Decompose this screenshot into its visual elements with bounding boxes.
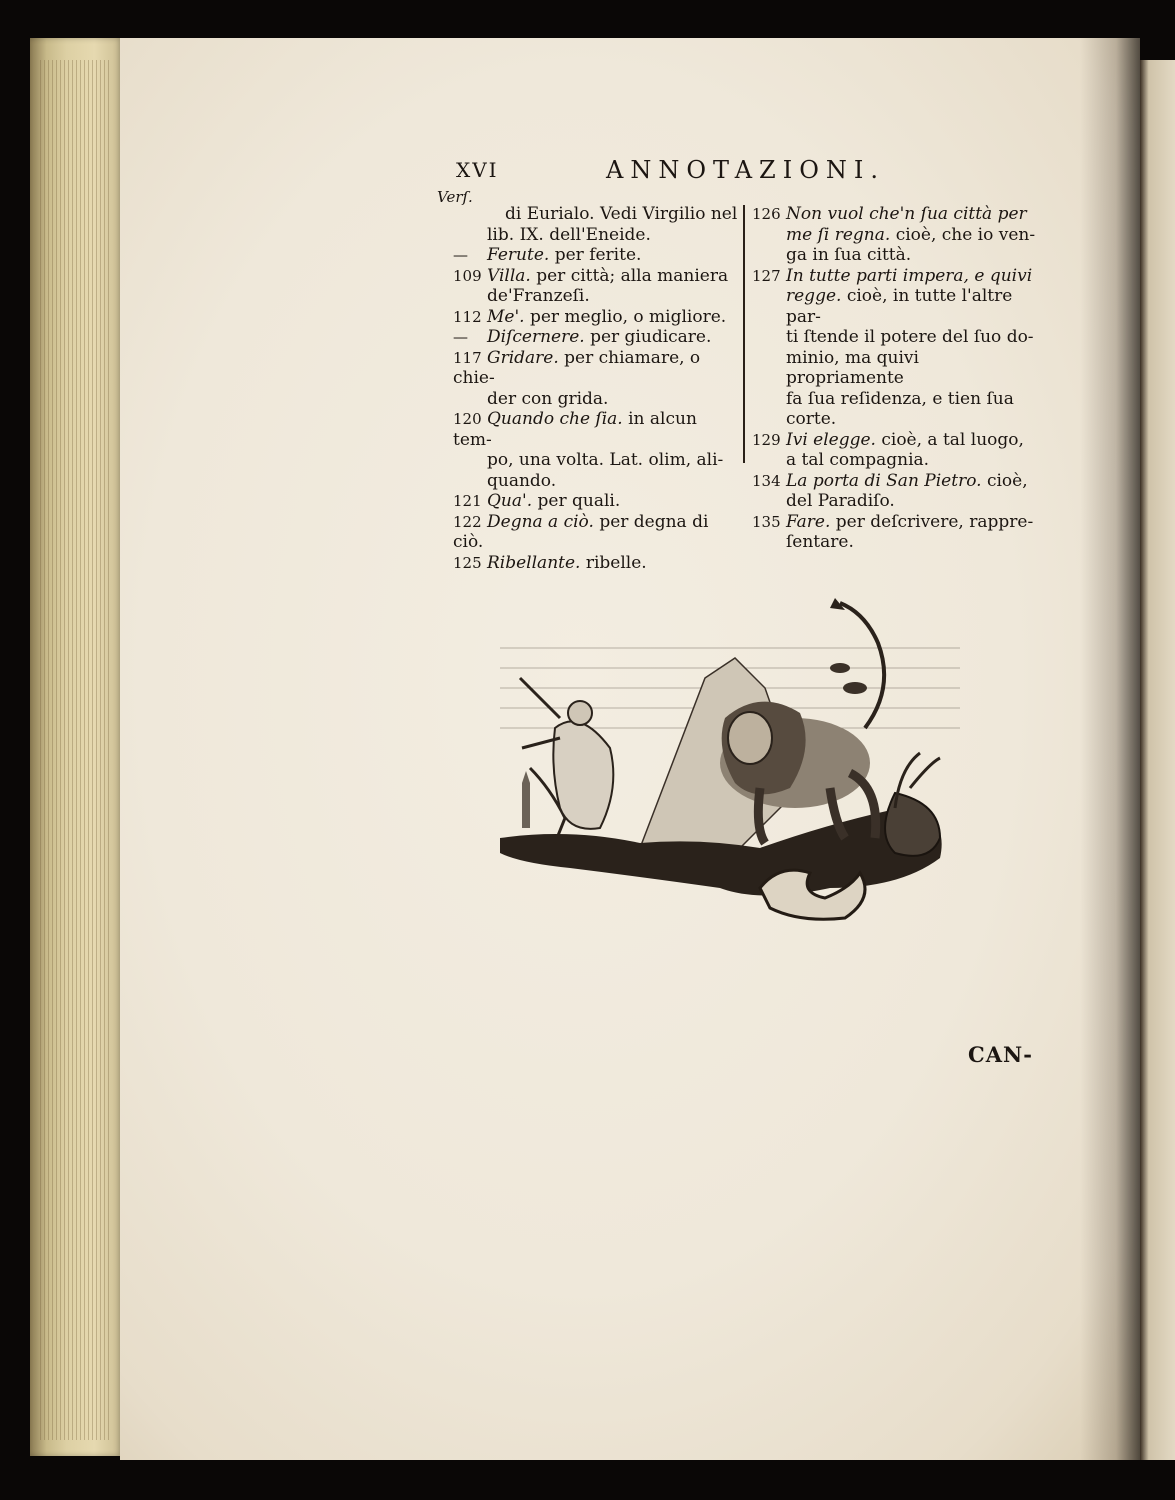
annotated-term: Me'. [487,306,525,327]
left-column [453,204,741,573]
annotation-line: po, una volta. Lat. olim, ali- [487,450,724,470]
annotation-first-line [453,245,741,266]
verse-number: 122 [453,512,482,531]
verse-number: 129 [752,430,781,449]
facing-page-edge [1140,60,1175,1460]
annotated-term: Degna a ciò. [487,511,594,532]
annotation-line: der con grida. [487,388,609,409]
annotated-term: Gridare. [487,347,559,368]
annotation-text: cioè, che io ven- [895,224,1036,245]
annotation-entry [453,307,741,328]
annotated-term: me ſi regna. [786,224,891,245]
annotation-line: corte. [786,409,837,429]
verse-number: 126 [752,205,781,223]
annotation-entry [752,471,1037,512]
annotation-first-line [453,512,741,553]
running-title: ANNOTAZIONI. [606,156,885,184]
verse-number: 127 [752,266,781,285]
annotation-first-line [752,430,1037,451]
annotation-first-line [453,348,741,389]
annotation-first-line [752,204,1037,225]
page-edge-lines [40,60,110,1440]
annotation-line: quando. [487,470,557,491]
annotation-text: in alcun tem- [453,409,697,450]
page-header [456,158,1031,188]
annotation-text: per deſcrivere, rappre- [835,511,1034,532]
annotation-text: per meglio, o migliore. [529,306,727,327]
annotation-entry [453,409,741,491]
annotation-entry [752,512,1037,553]
verse-number: 117 [453,348,482,367]
right-column [752,204,1037,553]
annotated-term: Ribellante. [487,552,581,573]
lion-engraving-illustration [500,588,960,933]
verse-number: 120 [453,410,482,428]
annotation-entry [752,204,1037,266]
annotation-first-line [453,307,741,328]
annotation-line: a tal compagnia. [786,450,930,470]
annotation-text: per degna di ciò. [453,511,709,552]
column-label: Verſ. [437,188,473,206]
annotated-term: Ferute. [487,245,550,265]
annotation-line: ga in ſua città. [786,245,912,265]
annotated-term: Diſcernere. [487,327,585,347]
annotation-entry [752,430,1037,471]
annotation-line: di Eurialo. Vedi Virgilio nel [505,204,738,224]
annotated-term: regge. [786,286,842,306]
annotation-entry [752,266,1037,430]
column-rule [743,205,745,463]
annotation-first-line [752,471,1037,492]
annotation-line [752,286,1037,327]
annotation-entry [453,553,741,574]
annotated-term: Quando che ſia. [487,409,623,429]
annotation-text: per ferite. [554,245,642,265]
annotation-line: fa ſua reſidenza, e tien ſua [786,388,1014,409]
annotation-text: per giudicare. [590,327,712,347]
annotation-entry [453,266,741,307]
annotation-text: per quali. [537,491,621,511]
annotated-term: La porta di San Pietro. [786,470,982,491]
annotation-line: ſentare. [786,532,854,552]
annotation-text: cioè, [986,470,1028,491]
annotation-entry [453,204,741,245]
annotation-first-line [453,491,741,512]
annotation-first-line [453,409,741,450]
annotation-line: minio, ma quivi propriamente [786,347,919,388]
verse-number: 125 [453,553,482,572]
annotation-text: ribelle. [585,552,647,573]
annotation-first-line [453,553,741,574]
annotation-entry [453,245,741,266]
annotation-line: ti ſtende il potere del ſuo do- [786,327,1034,347]
verse-number: 109 [453,266,482,285]
annotated-term: Ivi elegge. [786,429,876,450]
verse-number: 134 [752,471,781,490]
page-gutter-shadow [1080,38,1140,1460]
annotated-term: Non vuol che'n ſua città per [786,204,1027,224]
verse-number: — [453,328,468,346]
annotation-text: per città; alla maniera [536,265,729,286]
annotation-line [752,225,1037,246]
annotation-text: cioè, a tal luogo, [881,429,1024,450]
annotation-first-line [453,266,741,287]
verse-number: 112 [453,307,482,326]
catchword: CAN- [968,1042,1033,1067]
annotated-term: In tutte parti impera, e quivi [786,265,1033,286]
annotated-term: Fare. [786,511,831,532]
annotated-term: Qua'. [487,491,533,511]
annotation-first-line [752,512,1037,533]
annotation-line: del Paradiſo. [786,491,895,511]
annotation-line: lib. IX. dell'Eneide. [487,224,651,245]
annotation-line: de'Franzeſi. [487,286,590,306]
verse-number: 121 [453,492,482,510]
annotation-text: per chiamare, o chie- [453,347,701,388]
annotation-first-line [453,327,741,348]
annotation-first-line [752,266,1037,287]
page-number: XVI [456,158,499,182]
annotation-entry [453,348,741,410]
annotation-entry [453,491,741,512]
verse-number: 135 [752,512,781,531]
annotation-entry [453,512,741,553]
annotation-entry [453,327,741,348]
annotation-text: cioè, in tutte l'altre par- [786,286,1013,327]
annotated-term: Villa. [487,265,531,286]
verse-number: — [453,246,468,264]
